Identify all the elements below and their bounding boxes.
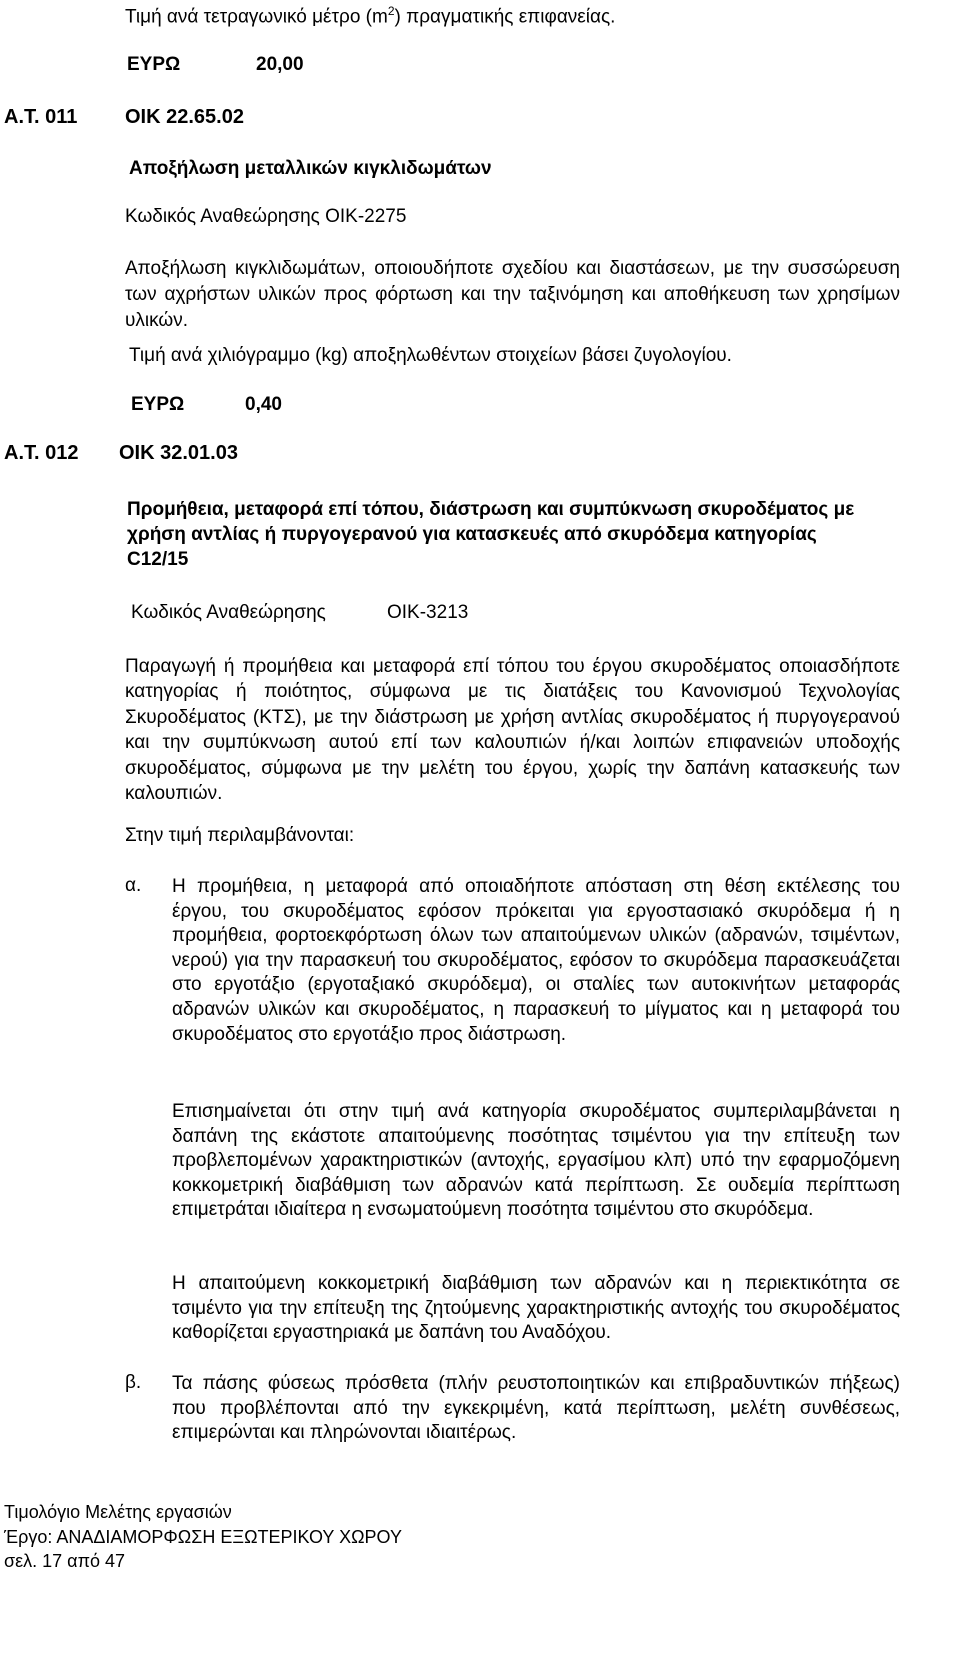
- list-marker: β.: [125, 1372, 142, 1393]
- price-value: 0,40: [245, 394, 282, 415]
- footer-project: Έργο: ΑΝΑΔΙΑΜΟΡΦΩΣΗ ΕΞΩΤΕΡΙΚΟΥ ΧΩΡΟΥ: [4, 1527, 402, 1547]
- price-currency: ΕΥΡΩ: [131, 394, 185, 415]
- unit-price-text: Τιμή ανά χιλιόγραμμο (kg) αποξηλωθέντων στοιχείων βάσει ζυγολογίου.: [129, 345, 732, 366]
- footer-doc-title: Τιμολόγιο Μελέτης εργασιών: [4, 1502, 232, 1522]
- item-title: Αποξήλωση μεταλλικών κιγκλιδωμάτων: [129, 158, 492, 179]
- price-currency: ΕΥΡΩ: [127, 54, 181, 75]
- price-value: 20,00: [256, 54, 304, 75]
- review-code: Κωδικός Αναθεώρησης ΟΙΚ-2275: [125, 206, 407, 227]
- item-description: Αποξήλωση κιγκλιδωμάτων, οποιουδήποτε σχεδίου και διαστάσεων, με την συσσώρευση των αχρήστων υλικών προς φόρτωση και την ταξινόμηση και αποθήκευση των χρησίμων υλικών.: [125, 258, 900, 331]
- footer-page-number: σελ. 17 από 47: [4, 1551, 126, 1571]
- item-description: Παραγωγή ή προμήθεια και μεταφορά επί τόπου του έργου σκυροδέματος οποιασδήποτε κατηγορίας ή ποιότητος, σύμφωνα με τις διατάξεις του Κανονισμού Τεχνολογίας Σκυροδέματος (ΚΤΣ), με την διάστρωση με χρήση αντλίας σκυροδέματος ή πυργογερανού και την συμπύκνωση αυτού επί των καλουπιών ή/και λοιπών επιφανειών υποδοχής σκυροδέματος, σύμφωνα με την μελέτη του έργου, χωρίς την δαπάνη κατασκευής των καλουπιών.: [125, 656, 900, 805]
- review-code-value: ΟΙΚ-3213: [387, 602, 469, 623]
- list-marker: α.: [125, 875, 142, 896]
- list-paragraph: Η προμήθεια, η μεταφορά από οποιαδήποτε απόσταση στη θέση εκτέλεσης του έργου, του σκυροδέματος εφόσον πρόκειται για εργοστασιακό σκυρόδεμα ή η προμήθεια, φορτοεκφόρτωση όλων των απαιτούμενων υλικών (αδρανών, τσιμέντων, νερού) για την παρασκευή του σκυροδέματος, εφόσον το σκυρόδεμα παρασκευάζεται στο εργοτάξιο (εργοταξιακό σκυρόδεμα), οι σταλίες των αυτοκινήτων μεταφοράς αδρανών υλικών και σκυροδέματος, η παρασκευή το μίγματος και η μεταφορά του σκυροδέματος στο εργοτάξιο προς διάστρωση.: [172, 876, 900, 1045]
- list-paragraph: Τα πάσης φύσεως πρόσθετα (πλήν ρευστοποιητικών και επιβραδυντικών πήξεως) που προβλέπονται από την εγκεκριμένη, κατά περίπτωση, μελέτη συνθέσεως, επιμερώνται και πληρώνονται ιδιαιτέρως.: [172, 1373, 900, 1444]
- list-paragraph: Επισημαίνεται ότι στην τιμή ανά κατηγορία σκυροδέματος συμπεριλαμβάνεται η δαπάνη της εκάστοτε απαιτούμενης ποσότητας τσιμέντου για την επίτευξη των προβλεπομένων χαρακτηριστικών (αντοχής, εργασίμου κλπ) υπό την εφαρμοζόμενη κοκκομετρική διαβάθμιση των αδρανών κατά περίπτωση. Σε ουδεμία περίπτωση επιμετράται ιδιαίτερα η ενσωματούμενη ποσότητα τσιμέντου στο σκυρόδεμα.: [172, 1101, 900, 1221]
- item-code: Α.Τ. 011: [4, 106, 78, 128]
- item-code: Α.Τ. 012: [4, 442, 79, 464]
- unit-price-text: Τιμή ανά τετραγωνικό μέτρο $(m^2)$ πραγματικής επιφανείας.: [125, 4, 616, 28]
- review-code-label: Κωδικός Αναθεώρησης: [131, 602, 326, 623]
- item-oik-code: ΟΙΚ 22.65.02: [125, 106, 244, 128]
- item-oik-code: ΟΙΚ 32.01.03: [119, 442, 238, 464]
- includes-heading: Στην τιμή περιλαμβάνονται:: [125, 825, 355, 846]
- list-paragraph: Η απαιτούμενη κοκκομετρική διαβάθμιση των αδρανών και η περιεκτικότητα σε τσιμέντο για την επίτευξη της ζητούμενης χαρακτηριστικής αντοχής του σκυροδέματος καθορίζεται εργαστηριακά με δαπάνη του Αναδόχου.: [172, 1273, 900, 1344]
- item-title: Προμήθεια, μεταφορά επί τόπου, διάστρωση και συμπύκνωση σκυροδέματος με χρήση αντλίας ή πυργογερανού για κατασκευές από σκυρόδεμα κατηγορίας C12/15: [127, 499, 855, 570]
